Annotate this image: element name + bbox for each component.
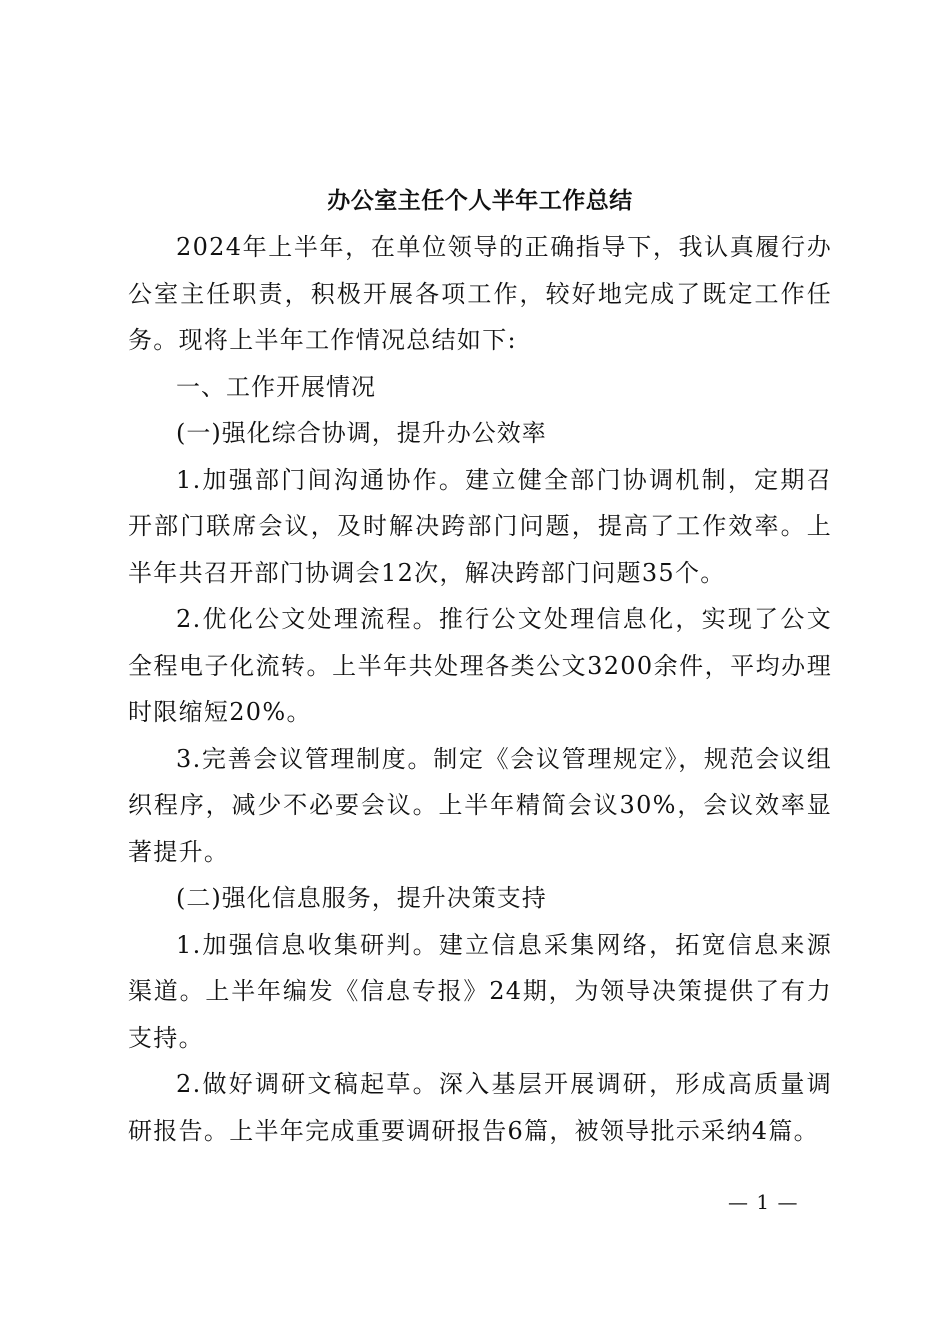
document-body: [128, 178, 832, 1154]
document-title: 办公室主任个人半年工作总结: [327, 188, 633, 214]
intro-paragraph: 2024年上半年，在单位领导的正确指导下，我认真履行办公室主任职责，积极开展各项工作，较好地完成了既定工作任务。现将上半年工作情况总结如下:: [128, 233, 832, 354]
paragraph-1-2: 2.优化公文处理流程。推行公文处理信息化，实现了公文全程电子化流转。上半年共处理各类公文3200余件，平均办理时限缩短20%。: [128, 605, 832, 726]
paragraph-1-3: 3.完善会议管理制度。制定《会议管理规定》，规范会议组织程序，减少不必要会议。上半年精简会议30%，会议效率显著提升。: [128, 744, 832, 866]
subsection-heading-2: (二)强化信息服务，提升决策支持: [176, 884, 547, 912]
section-heading-1: 一、工作开展情况: [176, 372, 376, 401]
paragraph-2-1: 1.加强信息收集研判。建立信息采集网络，拓宽信息来源渠道。上半年编发《信息专报》24期，为领导决策提供了有力支持。: [128, 930, 832, 1052]
paragraph-2-2: 2.做好调研文稿起草。深入基层开展调研，形成高质量调研报告。上半年完成重要调研报告6篇，被领导批示采纳4篇。: [128, 1070, 832, 1145]
paragraph-1-1: 1.加强部门间沟通协作。建立健全部门协调机制，定期召开部门联席会议，及时解决跨部门问题，提高了工作效率。上半年共召开部门协调会12次，解决跨部门问题35个。: [128, 465, 832, 587]
subsection-heading-1: (一)强化综合协调，提升办公效率: [176, 419, 547, 447]
page-number: — 1 —: [728, 1190, 799, 1214]
